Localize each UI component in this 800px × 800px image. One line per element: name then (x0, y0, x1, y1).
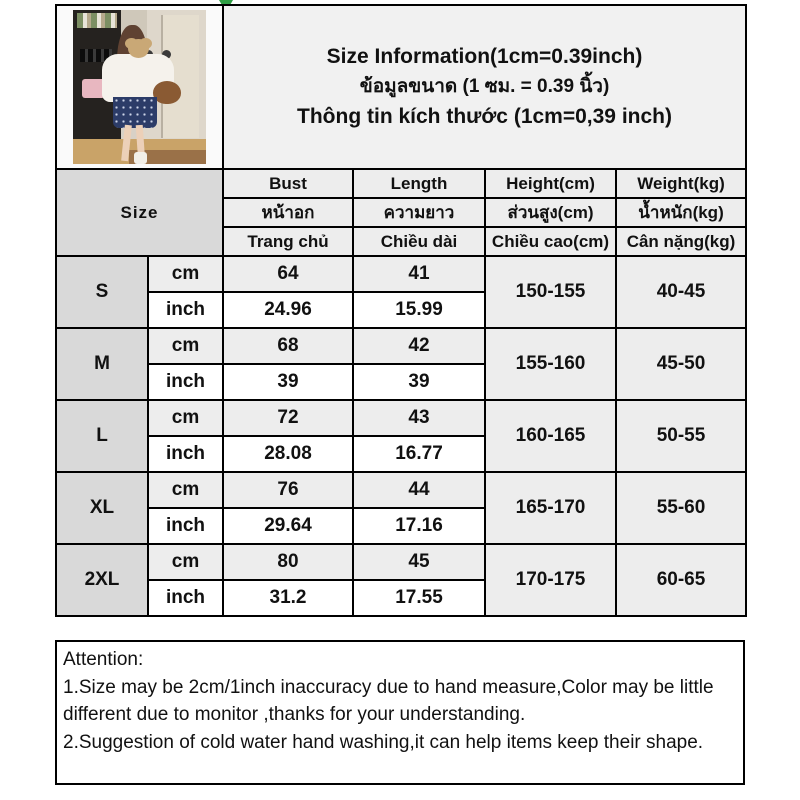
size-label: L (56, 400, 148, 472)
height-value: 150-155 (485, 256, 616, 328)
length-value: 43 (353, 400, 485, 436)
weight-value: 45-50 (616, 328, 746, 400)
bust-value: 72 (223, 400, 353, 436)
length-value: 17.55 (353, 580, 485, 616)
header-weight-en: Weight(kg) (616, 169, 746, 198)
unit-label: inch (148, 508, 223, 544)
size-label: 2XL (56, 544, 148, 616)
bust-value: 68 (223, 328, 353, 364)
header-weight-th: น้ำหนัก(kg) (616, 198, 746, 227)
height-value: 160-165 (485, 400, 616, 472)
header-bust-en: Bust (223, 169, 353, 198)
attention-heading: Attention: (63, 649, 144, 670)
attention-line2: 2.Suggestion of cold water hand washing,it can help items keep their shape. (63, 731, 704, 753)
product-photo (73, 10, 206, 164)
weight-value: 55-60 (616, 472, 746, 544)
header-height-en: Height(cm) (485, 169, 616, 198)
height-value: 165-170 (485, 472, 616, 544)
model-leg (121, 125, 132, 162)
weight-value: 40-45 (616, 256, 746, 328)
bust-value: 39 (223, 364, 353, 400)
size-chart-table (55, 4, 747, 617)
length-value: 39 (353, 364, 485, 400)
bust-value: 29.64 (223, 508, 353, 544)
height-value: 170-175 (485, 544, 616, 616)
unit-label: cm (148, 256, 223, 292)
teddy-phone-case (128, 39, 149, 58)
navy-dotted-skirt (113, 97, 158, 127)
unit-label: inch (148, 364, 223, 400)
size-column-header: Size (56, 169, 223, 256)
bust-value: 24.96 (223, 292, 353, 328)
unit-label: inch (148, 292, 223, 328)
weight-value: 50-55 (616, 400, 746, 472)
white-sock (134, 152, 147, 164)
size-label: XL (56, 472, 148, 544)
length-value: 41 (353, 256, 485, 292)
title-thai: ข้อมูลขนาด (1 ซม. = 0.39 นิ้ว) (359, 75, 610, 97)
product-photo-cell (56, 5, 223, 169)
bust-value: 31.2 (223, 580, 353, 616)
bust-value: 64 (223, 256, 353, 292)
bust-value: 76 (223, 472, 353, 508)
brown-shoulder-bag (153, 81, 181, 105)
length-value: 16.77 (353, 436, 485, 472)
header-bust-th: หน้าอก (223, 198, 353, 227)
weight-value: 60-65 (616, 544, 746, 616)
length-value: 45 (353, 544, 485, 580)
height-value: 155-160 (485, 328, 616, 400)
unit-label: inch (148, 580, 223, 616)
title-cell (223, 5, 746, 169)
header-length-en: Length (353, 169, 485, 198)
header-length-vi: Chiều dài (353, 227, 485, 256)
header-height-th: ส่วนสูง(cm) (485, 198, 616, 227)
unit-label: cm (148, 400, 223, 436)
attention-line1: 1.Size may be 2cm/1inch inaccuracy due to hand measure,Color may be little different due to monitor ,thanks for your understanding. (63, 676, 714, 726)
header-height-vi: Chiều cao(cm) (485, 227, 616, 256)
unit-label: cm (148, 544, 223, 580)
title-vietnamese: Thông tin kích thước (1cm=0,39 inch) (297, 105, 672, 129)
header-length-th: ความยาว (353, 198, 485, 227)
unit-label: cm (148, 472, 223, 508)
length-value: 15.99 (353, 292, 485, 328)
unit-label: inch (148, 436, 223, 472)
unit-label: cm (148, 328, 223, 364)
header-weight-vi: Cân nặng(kg) (616, 227, 746, 256)
model (102, 25, 176, 164)
title-english: Size Information(1cm=0.39inch) (326, 45, 643, 69)
header-bust-vi: Trang chủ (223, 227, 353, 256)
length-value: 44 (353, 472, 485, 508)
length-value: 17.16 (353, 508, 485, 544)
size-label: M (56, 328, 148, 400)
attention-box (55, 640, 745, 785)
bust-value: 28.08 (223, 436, 353, 472)
bust-value: 80 (223, 544, 353, 580)
length-value: 42 (353, 328, 485, 364)
size-label: S (56, 256, 148, 328)
